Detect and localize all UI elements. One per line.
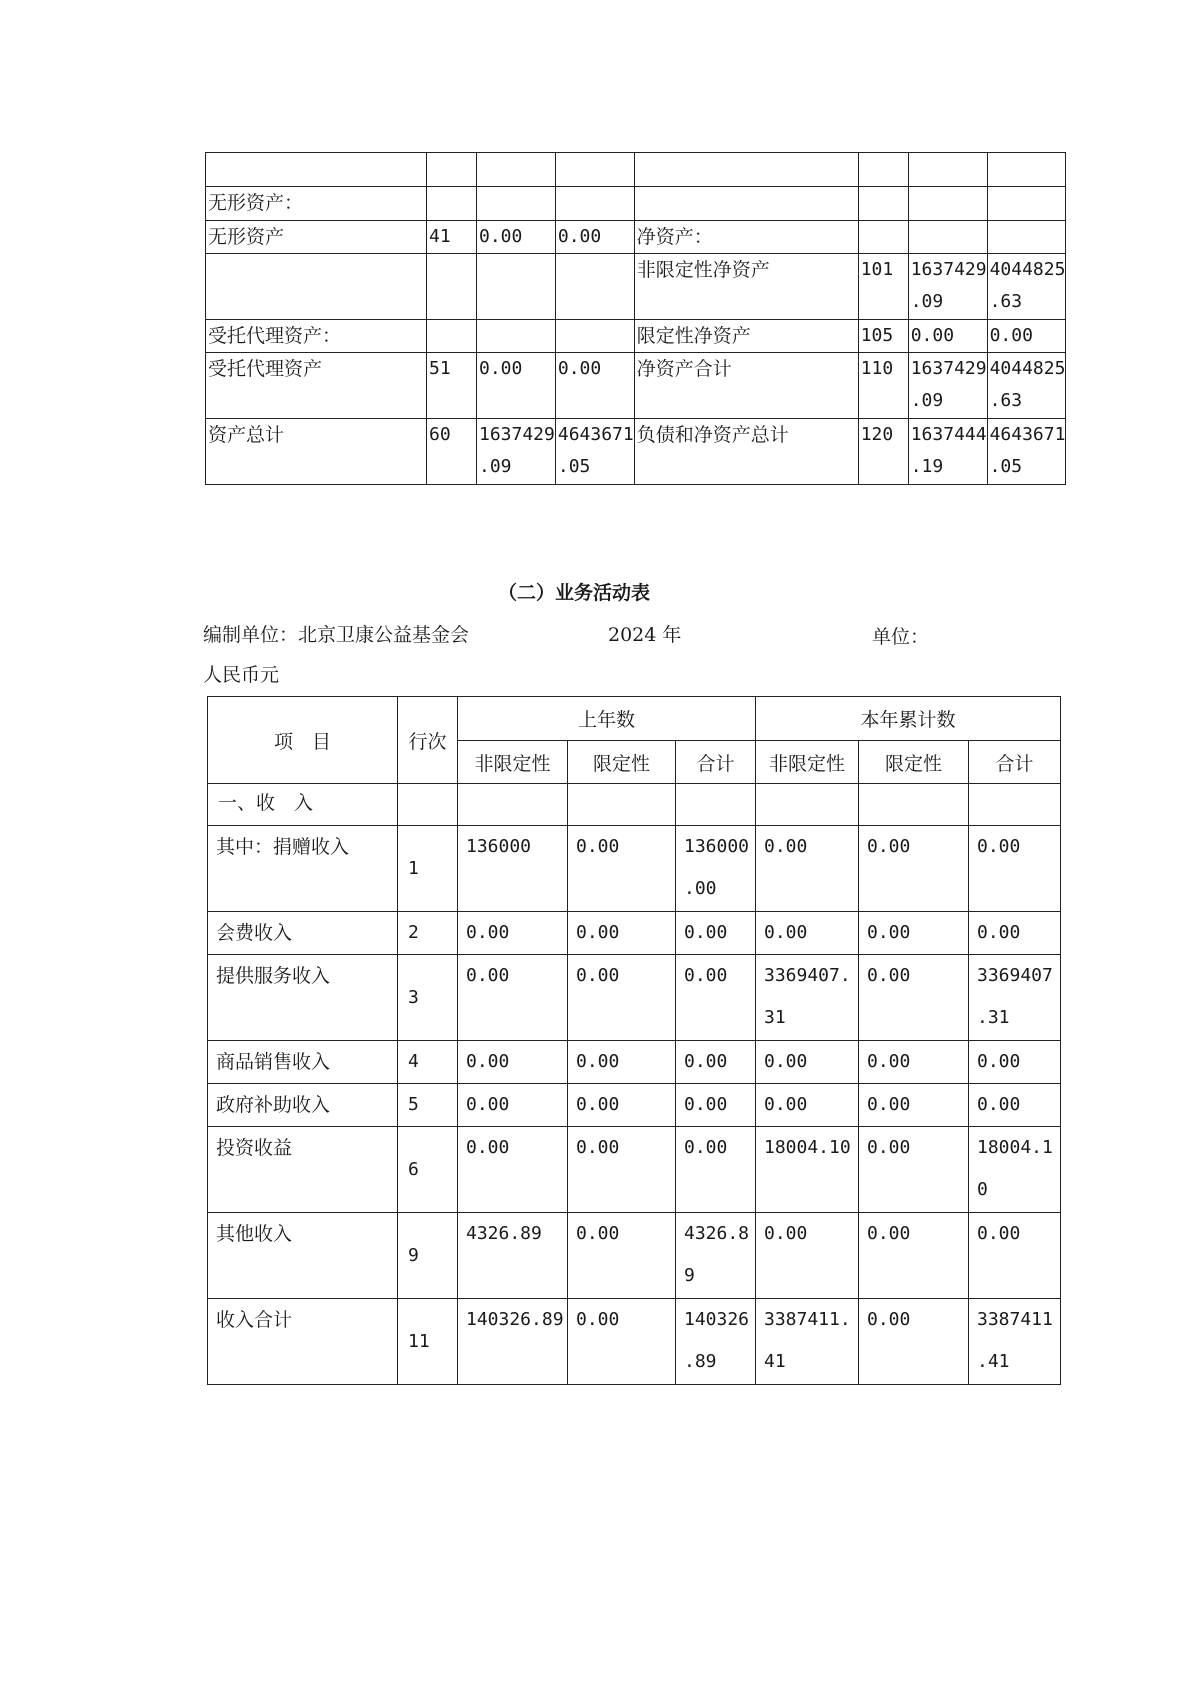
liab-prev: 0.00	[908, 320, 987, 353]
prev-restricted: 0.00	[568, 1299, 676, 1385]
prev-restricted: 0.00	[568, 1041, 676, 1084]
curr-restricted: 0.00	[859, 826, 969, 912]
table-row	[208, 1213, 1061, 1299]
asset-item	[206, 254, 427, 320]
curr-restricted: 0.00	[859, 912, 969, 955]
asset-prev	[477, 254, 556, 320]
prev-total: 140326 .89	[676, 1299, 756, 1385]
item-label: 其中：捐赠收入	[208, 826, 398, 912]
unit-value: 人民币元	[203, 664, 280, 686]
table-row	[206, 254, 1066, 320]
curr-total: 3369407 .31	[969, 955, 1061, 1041]
curr-unrestricted: 0.00	[756, 912, 859, 955]
item-label: 投资收益	[208, 1127, 398, 1213]
table-row	[208, 1299, 1061, 1385]
liab-item: 净资产合计	[634, 353, 858, 419]
org-label: 编制单位：北京卫康公益基金会	[203, 624, 470, 646]
row-no: 4	[398, 1041, 458, 1084]
curr-unrestricted: 0.00	[756, 1041, 859, 1084]
liab-item: 非限定性净资产	[634, 254, 858, 320]
asset-row-no	[427, 320, 477, 353]
curr-unrestricted: 0.00	[756, 1213, 859, 1299]
curr-restricted: 0.00	[859, 1213, 969, 1299]
curr-restricted: 0.00	[859, 1127, 969, 1213]
liab-curr	[987, 221, 1066, 254]
balance-sheet-table	[205, 152, 1066, 485]
year-label: 2024 年	[608, 624, 682, 646]
liab-row-no: 110	[858, 353, 908, 419]
table-row	[206, 353, 1066, 419]
prev-unrestricted: 0.00	[458, 1084, 568, 1127]
prev-unrestricted: 0.00	[458, 1127, 568, 1213]
item-label: 会费收入	[208, 912, 398, 955]
unit-label: 单位：	[872, 626, 930, 648]
row-no: 1	[398, 826, 458, 912]
curr-unrestricted: 18004.10	[756, 1127, 859, 1213]
curr-restricted: 0.00	[859, 1084, 969, 1127]
curr-total: 0.00	[969, 1213, 1061, 1299]
prev-total: 0.00	[676, 1041, 756, 1084]
prev-unrestricted: 0.00	[458, 912, 568, 955]
asset-item: 受托代理资产	[206, 353, 427, 419]
activity-table	[207, 696, 1061, 1385]
header-restricted: 限定性	[568, 741, 676, 784]
asset-row-no	[427, 254, 477, 320]
prev-total: 136000 .00	[676, 826, 756, 912]
row-no: 6	[398, 1127, 458, 1213]
section-title: （二）业务活动表	[498, 582, 651, 604]
curr-total: 0.00	[969, 826, 1061, 912]
liab-item: 限定性净资产	[634, 320, 858, 353]
header-total: 合计	[969, 741, 1061, 784]
header-row-no: 行次	[398, 697, 458, 784]
curr-restricted: 0.00	[859, 1041, 969, 1084]
prev-restricted: 0.00	[568, 826, 676, 912]
row-no: 5	[398, 1084, 458, 1127]
curr-restricted: 0.00	[859, 955, 969, 1041]
asset-curr	[555, 320, 634, 353]
table-row	[208, 1041, 1061, 1084]
prev-total: 0.00	[676, 1084, 756, 1127]
liab-curr	[987, 187, 1066, 221]
prev-restricted: 0.00	[568, 912, 676, 955]
asset-prev: 0.00	[477, 353, 556, 419]
item-label: 其他收入	[208, 1213, 398, 1299]
asset-prev: 0.00	[477, 221, 556, 254]
item-label: 商品销售收入	[208, 1041, 398, 1084]
header-total: 合计	[676, 741, 756, 784]
header-item: 项 目	[208, 697, 398, 784]
liab-item: 负债和净资产总计	[634, 419, 858, 485]
row-no: 11	[398, 1299, 458, 1385]
liab-row-no: 105	[858, 320, 908, 353]
asset-row-no: 41	[427, 221, 477, 254]
liab-prev	[908, 187, 987, 221]
asset-prev	[477, 320, 556, 353]
asset-prev	[477, 187, 556, 221]
header-row	[208, 697, 1061, 741]
item-label: 收入合计	[208, 1299, 398, 1385]
prev-restricted: 0.00	[568, 955, 676, 1041]
section-row	[208, 784, 1061, 826]
asset-item: 无形资产	[206, 221, 427, 254]
table-row	[206, 187, 1066, 221]
section-label: 一、收 入	[208, 784, 398, 826]
prev-unrestricted: 136000	[458, 826, 568, 912]
liab-prev: 1637444 .19	[908, 419, 987, 485]
curr-unrestricted: 3387411. 41	[756, 1299, 859, 1385]
table-row	[208, 912, 1061, 955]
table-row	[208, 826, 1061, 912]
asset-item: 无形资产：	[206, 187, 427, 221]
header-restricted: 限定性	[859, 741, 969, 784]
asset-curr: 4643671 .05	[555, 419, 634, 485]
prev-total: 0.00	[676, 955, 756, 1041]
table-row	[206, 419, 1066, 485]
curr-unrestricted: 3369407. 31	[756, 955, 859, 1041]
header-unrestricted: 非限定性	[458, 741, 568, 784]
table-row	[208, 1127, 1061, 1213]
liab-curr: 4643671 .05	[987, 419, 1066, 485]
prev-total: 4326.8 9	[676, 1213, 756, 1299]
liab-curr: 0.00	[987, 320, 1066, 353]
prev-unrestricted: 140326.89	[458, 1299, 568, 1385]
header-prev-year: 上年数	[458, 697, 756, 741]
liab-prev	[908, 221, 987, 254]
prev-unrestricted: 0.00	[458, 1041, 568, 1084]
asset-prev: 1637429 .09	[477, 419, 556, 485]
item-label: 政府补助收入	[208, 1084, 398, 1127]
table-row	[206, 320, 1066, 353]
asset-item: 资产总计	[206, 419, 427, 485]
curr-total: 3387411 .41	[969, 1299, 1061, 1385]
liab-prev: 1637429 .09	[908, 254, 987, 320]
prev-restricted: 0.00	[568, 1084, 676, 1127]
table-row	[206, 221, 1066, 254]
table-row	[208, 1084, 1061, 1127]
asset-curr	[555, 187, 634, 221]
liab-row-no: 120	[858, 419, 908, 485]
liab-row-no	[858, 221, 908, 254]
prev-restricted: 0.00	[568, 1213, 676, 1299]
liab-prev: 1637429 .09	[908, 353, 987, 419]
curr-unrestricted: 0.00	[756, 1084, 859, 1127]
liab-item	[634, 187, 858, 221]
liab-row-no	[858, 187, 908, 221]
curr-restricted: 0.00	[859, 1299, 969, 1385]
prev-total: 0.00	[676, 912, 756, 955]
asset-curr	[555, 254, 634, 320]
asset-curr: 0.00	[555, 221, 634, 254]
asset-row-no: 51	[427, 353, 477, 419]
curr-total: 0.00	[969, 1041, 1061, 1084]
curr-total: 18004.1 0	[969, 1127, 1061, 1213]
asset-row-no	[427, 187, 477, 221]
prev-unrestricted: 0.00	[458, 955, 568, 1041]
row-no: 2	[398, 912, 458, 955]
curr-total: 0.00	[969, 1084, 1061, 1127]
row-no: 3	[398, 955, 458, 1041]
asset-item: 受托代理资产：	[206, 320, 427, 353]
prev-restricted: 0.00	[568, 1127, 676, 1213]
header-unrestricted: 非限定性	[756, 741, 859, 784]
item-label: 提供服务收入	[208, 955, 398, 1041]
curr-total: 0.00	[969, 912, 1061, 955]
asset-row-no: 60	[427, 419, 477, 485]
liab-curr: 4044825 .63	[987, 353, 1066, 419]
table-row	[208, 955, 1061, 1041]
liab-curr: 4044825 .63	[987, 254, 1066, 320]
prev-unrestricted: 4326.89	[458, 1213, 568, 1299]
prev-total: 0.00	[676, 1127, 756, 1213]
row-no: 9	[398, 1213, 458, 1299]
asset-curr: 0.00	[555, 353, 634, 419]
table-row	[206, 153, 1066, 187]
liab-item: 净资产：	[634, 221, 858, 254]
liab-row-no: 101	[858, 254, 908, 320]
header-curr-year: 本年累计数	[756, 697, 1061, 741]
curr-unrestricted: 0.00	[756, 826, 859, 912]
